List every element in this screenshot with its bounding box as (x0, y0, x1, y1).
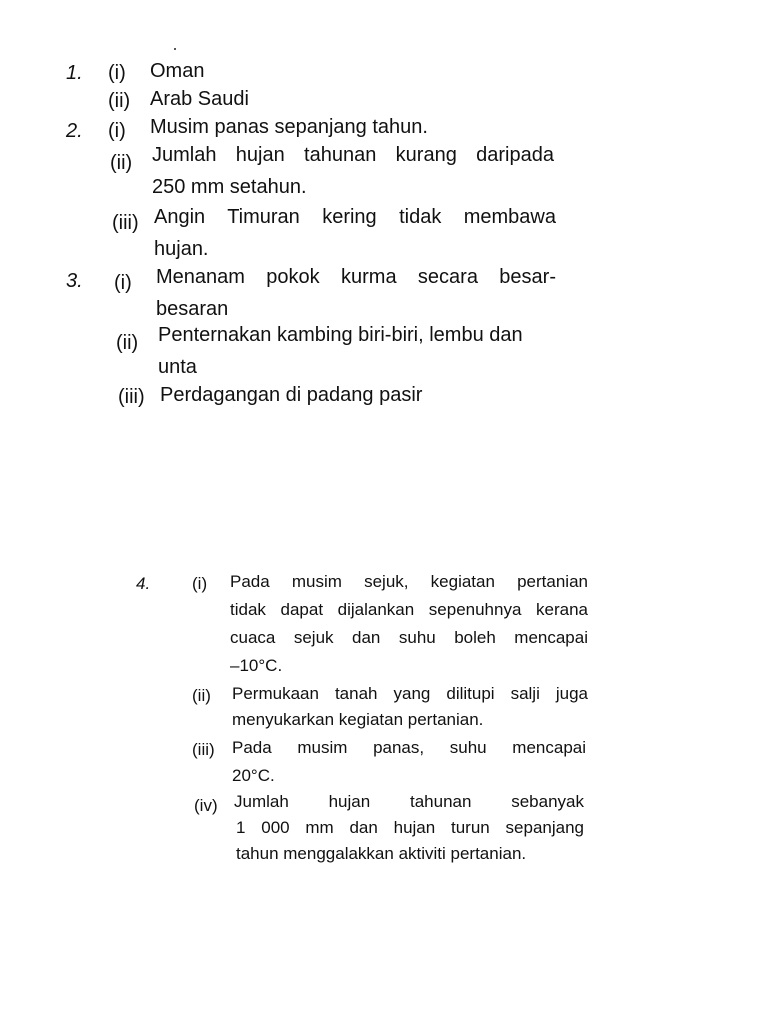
item-roman: (i) (192, 574, 208, 593)
item-roman: (ii) (108, 90, 131, 112)
item-roman: (iv) (194, 796, 218, 815)
item-text: Angin Timuran kering tidak membawa (154, 206, 556, 228)
item-text: tahun menggalakkan aktiviti pertanian. (236, 844, 527, 863)
item-text: Pada musim panas, suhu mencapai (232, 738, 586, 757)
item-text: besaran (156, 298, 229, 320)
item-roman: (i) (108, 62, 126, 84)
item-text: unta (158, 356, 197, 378)
item-roman: (iii) (192, 740, 215, 759)
item-text: 250 mm setahun. (152, 176, 307, 198)
item-text: Menanam pokok kurma secara besar- (156, 266, 556, 288)
item-text: Permukaan tanah yang dilitupi salji juga (232, 684, 588, 703)
item-text: Pada musim sejuk, kegiatan pertanian (230, 572, 588, 591)
item-roman: (iii) (118, 386, 145, 408)
item-text: cuaca sejuk dan suhu boleh mencapai (230, 628, 588, 647)
item-roman: (ii) (110, 152, 133, 174)
item-text: hujan. (154, 238, 209, 260)
item-roman: (i) (114, 272, 132, 294)
item-text: –10°C. (230, 656, 283, 675)
item-roman: (iii) (112, 212, 139, 234)
stray-dot (174, 48, 176, 50)
item-text: Musim panas sepanjang tahun. (150, 116, 428, 138)
item-text: Jumlah hujan tahunan kurang daripada (152, 144, 554, 166)
question-number: 4. (136, 574, 151, 593)
item-text: tidak dapat dijalankan sepenuhnya kerana (230, 600, 588, 619)
question-number: 1. (66, 62, 83, 84)
item-text: 20°C. (232, 766, 275, 785)
question-number: 3. (66, 270, 83, 292)
item-roman: (ii) (192, 686, 211, 705)
item-roman: (i) (108, 120, 126, 142)
item-text: Perdagangan di padang pasir (160, 384, 423, 406)
item-text: Penternakan kambing biri-biri, lembu dan (158, 324, 523, 346)
item-roman: (ii) (116, 332, 139, 354)
item-text: menyukarkan kegiatan pertanian. (232, 710, 484, 729)
item-text: 1 000 mm dan hujan turun sepanjang (236, 818, 584, 837)
item-text: Jumlah hujan tahunan sebanyak (234, 792, 584, 811)
answer-block-4 (136, 560, 600, 870)
answer-block-1-3 (0, 40, 610, 420)
question-number: 2. (66, 120, 83, 142)
item-text: Oman (150, 60, 205, 82)
item-text: Arab Saudi (150, 88, 249, 110)
